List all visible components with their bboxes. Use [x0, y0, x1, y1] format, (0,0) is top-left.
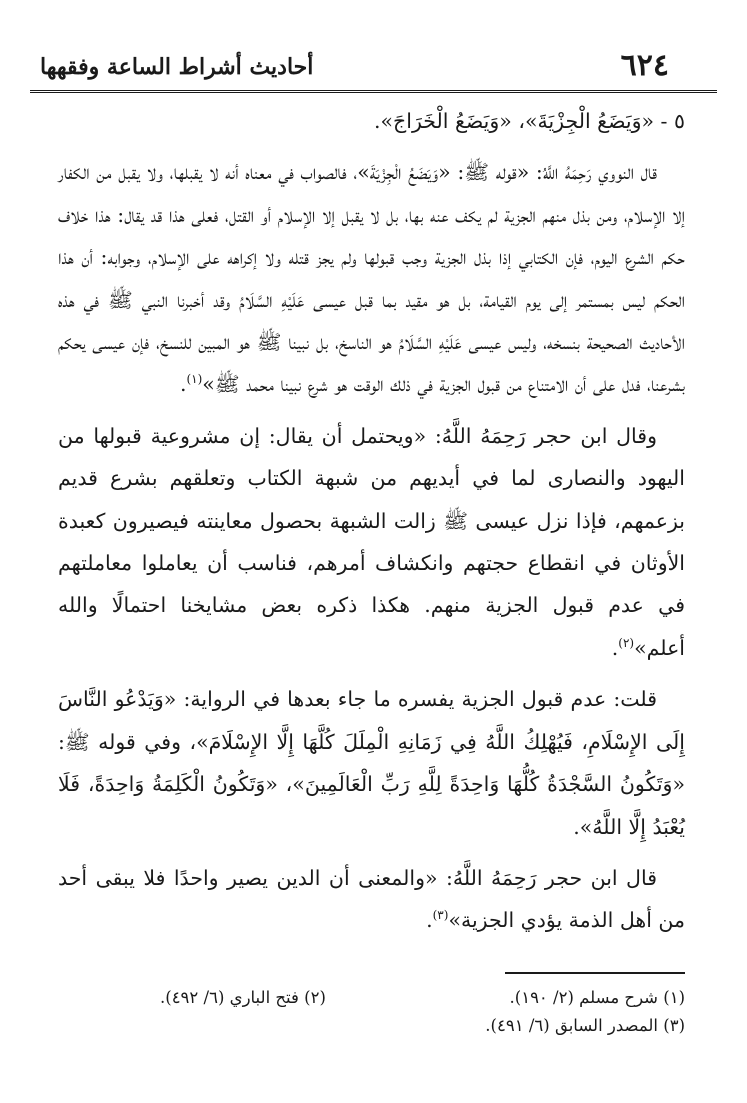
footnote-mark: (٢) — [618, 636, 635, 651]
footnote-divider — [505, 972, 685, 974]
paragraph-item-5 — [58, 100, 685, 142]
paragraph-ibn-hajar-2: قال ابن حجر رَحِمَهُ اللَّهُ: «والمعنى أن الدين يصير واحدًا فلا يبقى أحد من أهل الذمة يؤدي الجزية»$^{(٣)}$. — [58, 865, 685, 933]
footnote-1: (١) شرح مسلم (٢/ ١٩٠). — [509, 988, 685, 1007]
footnotes — [160, 984, 685, 1040]
footnote-mark: (٣) — [432, 908, 449, 923]
footnote-row — [160, 984, 685, 1012]
paragraph-text: قلت: عدم قبول الجزية يفسره ما جاء بعدها في الرواية: «وَيَدْعُو النَّاسَ إِلَى الإِسْلَامِ، فَيُهْلِكُ اللَّهُ فِي زَمَانِهِ الْمِلَلَ كُلَّهَا إِلَّا الإِسْلَامَ»، وفي قوله ﷺ: «وَتَكُونُ السَّجْدَةُ كُلُّهَا وَاحِدَةً لِلَّهِ رَبِّ الْعَالَمِينَ»، «وَتَكُونُ الْكَلِمَةُ وَاحِدَةً، فَلَا يُعْبَدُ إِلَّا اللَّهُ». — [58, 687, 685, 839]
footnote-2: (٢) فتح الباري (٦/ ٤٩٢). — [160, 988, 326, 1007]
paragraph-text: قال ابن حجر رَحِمَهُ اللَّهُ: «والمعنى أن الدين يصير واحدًا فلا يبقى أحد من أهل الذمة يؤدي الجزية» — [58, 865, 685, 933]
paragraph-author-comment — [58, 678, 685, 848]
paragraph-ibn-hajar: وقال ابن حجر رَحِمَهُ اللَّهُ: «ويحتمل أن يقال: إن مشروعية قبولها من اليهود والنصارى لما في أيديهم من شبهة الكتاب وتعلقهم بشرع قديم بزعمهم، فإذا نزل عيسى ﷺ زالت الشبهة بحصول معاينته فيصيرون كعبدة الأوثان في انقطاع حجتهم وانكشاف أمرهم، فناسب أن يعاملوا معاملتهم في عدم قبول الجزية منهم. هكذا ذكره بعض مشايخنا احتمالًا والله أعلم»$^{(٢)}$. — [58, 423, 685, 660]
footnote-row — [160, 1012, 685, 1040]
footnote-mark: (١) — [186, 372, 203, 387]
footnote-3: (٣) المصدر السابق (٦/ ٤٩١). — [485, 1016, 685, 1035]
page-number: ٦٢٤ — [620, 48, 669, 83]
running-title: أحاديث أشراط الساعة وفقهها — [40, 54, 314, 80]
body-text — [58, 100, 685, 951]
paragraph-nawawi: قال النووي رَحِمَهُ اللَّهُ: «قوله ﷺ: «وَيَضَعُ الْجِزْيَةَ»، فالصواب في معناه أنه لا يقبلها، ولا يقبل من الكفار إلا الإسلام، ومن بذل منهم الجزية لم يكف عنه بها، بل لا يقبل إلا الإسلام أو القتل، فعلى هذا قد يقال: هذا خلاف حكم الشرع اليوم، فإن الكتابي إذا بذل الجزية وجب قبولها ولم يجز قتله ولا إكراهه على الإسلام، وجوابه: أن هذا الحكم ليس بمستمر إلى يوم القيامة، بل هو مقيد بما قبل عيسى عَلَيْهِ السَّلَامُ وقد أخبرنا النبي ﷺ في هذه الأحاديث الصحيحة بنسخه، وليس عيسى عَلَيْهِ السَّلَامُ هو الناسخ، بل نبينا ﷺ هو المبين للنسخ، فإن عيسى يحكم بشرعنا، فدل على أن الامتناع من قبول الجزية في ذلك الوقت هو شرع نبينا محمد ﷺ»$^{(١)}$. — [58, 160, 685, 397]
page-header — [30, 48, 717, 93]
paragraph-text: وقال ابن حجر رَحِمَهُ اللَّهُ: «ويحتمل أن يقال: إن مشروعية قبولها من اليهود والنصارى لما في أيديهم من شبهة الكتاب وتعلقهم بشرع قديم بزعمهم، فإذا نزل عيسى ﷺ زالت الشبهة بحصول معاينته فيصيرون كعبدة الأوثان في انقطاع حجتهم وانكشاف أمرهم، فناسب أن يعاملوا معاملتهم في عدم قبول الجزية منهم. هكذا ذكره بعض مشايخنا احتمالًا والله أعلم» — [58, 423, 685, 660]
paragraph-text: ٥ - «وَيَضَعُ الْجِزْيَةَ»، «وَيَضَعُ الْخَرَاجَ». — [373, 109, 685, 133]
paragraph-text: قال النووي رَحِمَهُ اللَّهُ: «قوله ﷺ: «وَيَضَعُ الْجِزْيَةَ»، فالصواب في معناه أنه لا يقبلها، ولا يقبل من الكفار إلا الإسلام، ومن بذل منهم الجزية لم يكف عنه بها، بل لا يقبل إلا الإسلام أو القتل، فعلى هذا قد يقال: هذا خلاف حكم الشرع اليوم، فإن الكتابي إذا بذل الجزية وجب قبولها ولم يجز قتله ولا إكراهه على الإسلام، وجوابه: أن هذا الحكم ليس بمستمر إلى يوم القيامة، بل هو مقيد بما قبل عيسى عَلَيْهِ السَّلَامُ وقد أخبرنا النبي ﷺ في هذه الأحاديث الصحيحة بنسخه، وليس عيسى عَلَيْهِ السَّلَامُ هو الناسخ، بل نبينا ﷺ هو المبين للنسخ، فإن عيسى يحكم بشرعنا، فدل على أن الامتناع من قبول الجزية في ذلك الوقت هو شرع نبينا محمد ﷺ» — [58, 160, 685, 397]
